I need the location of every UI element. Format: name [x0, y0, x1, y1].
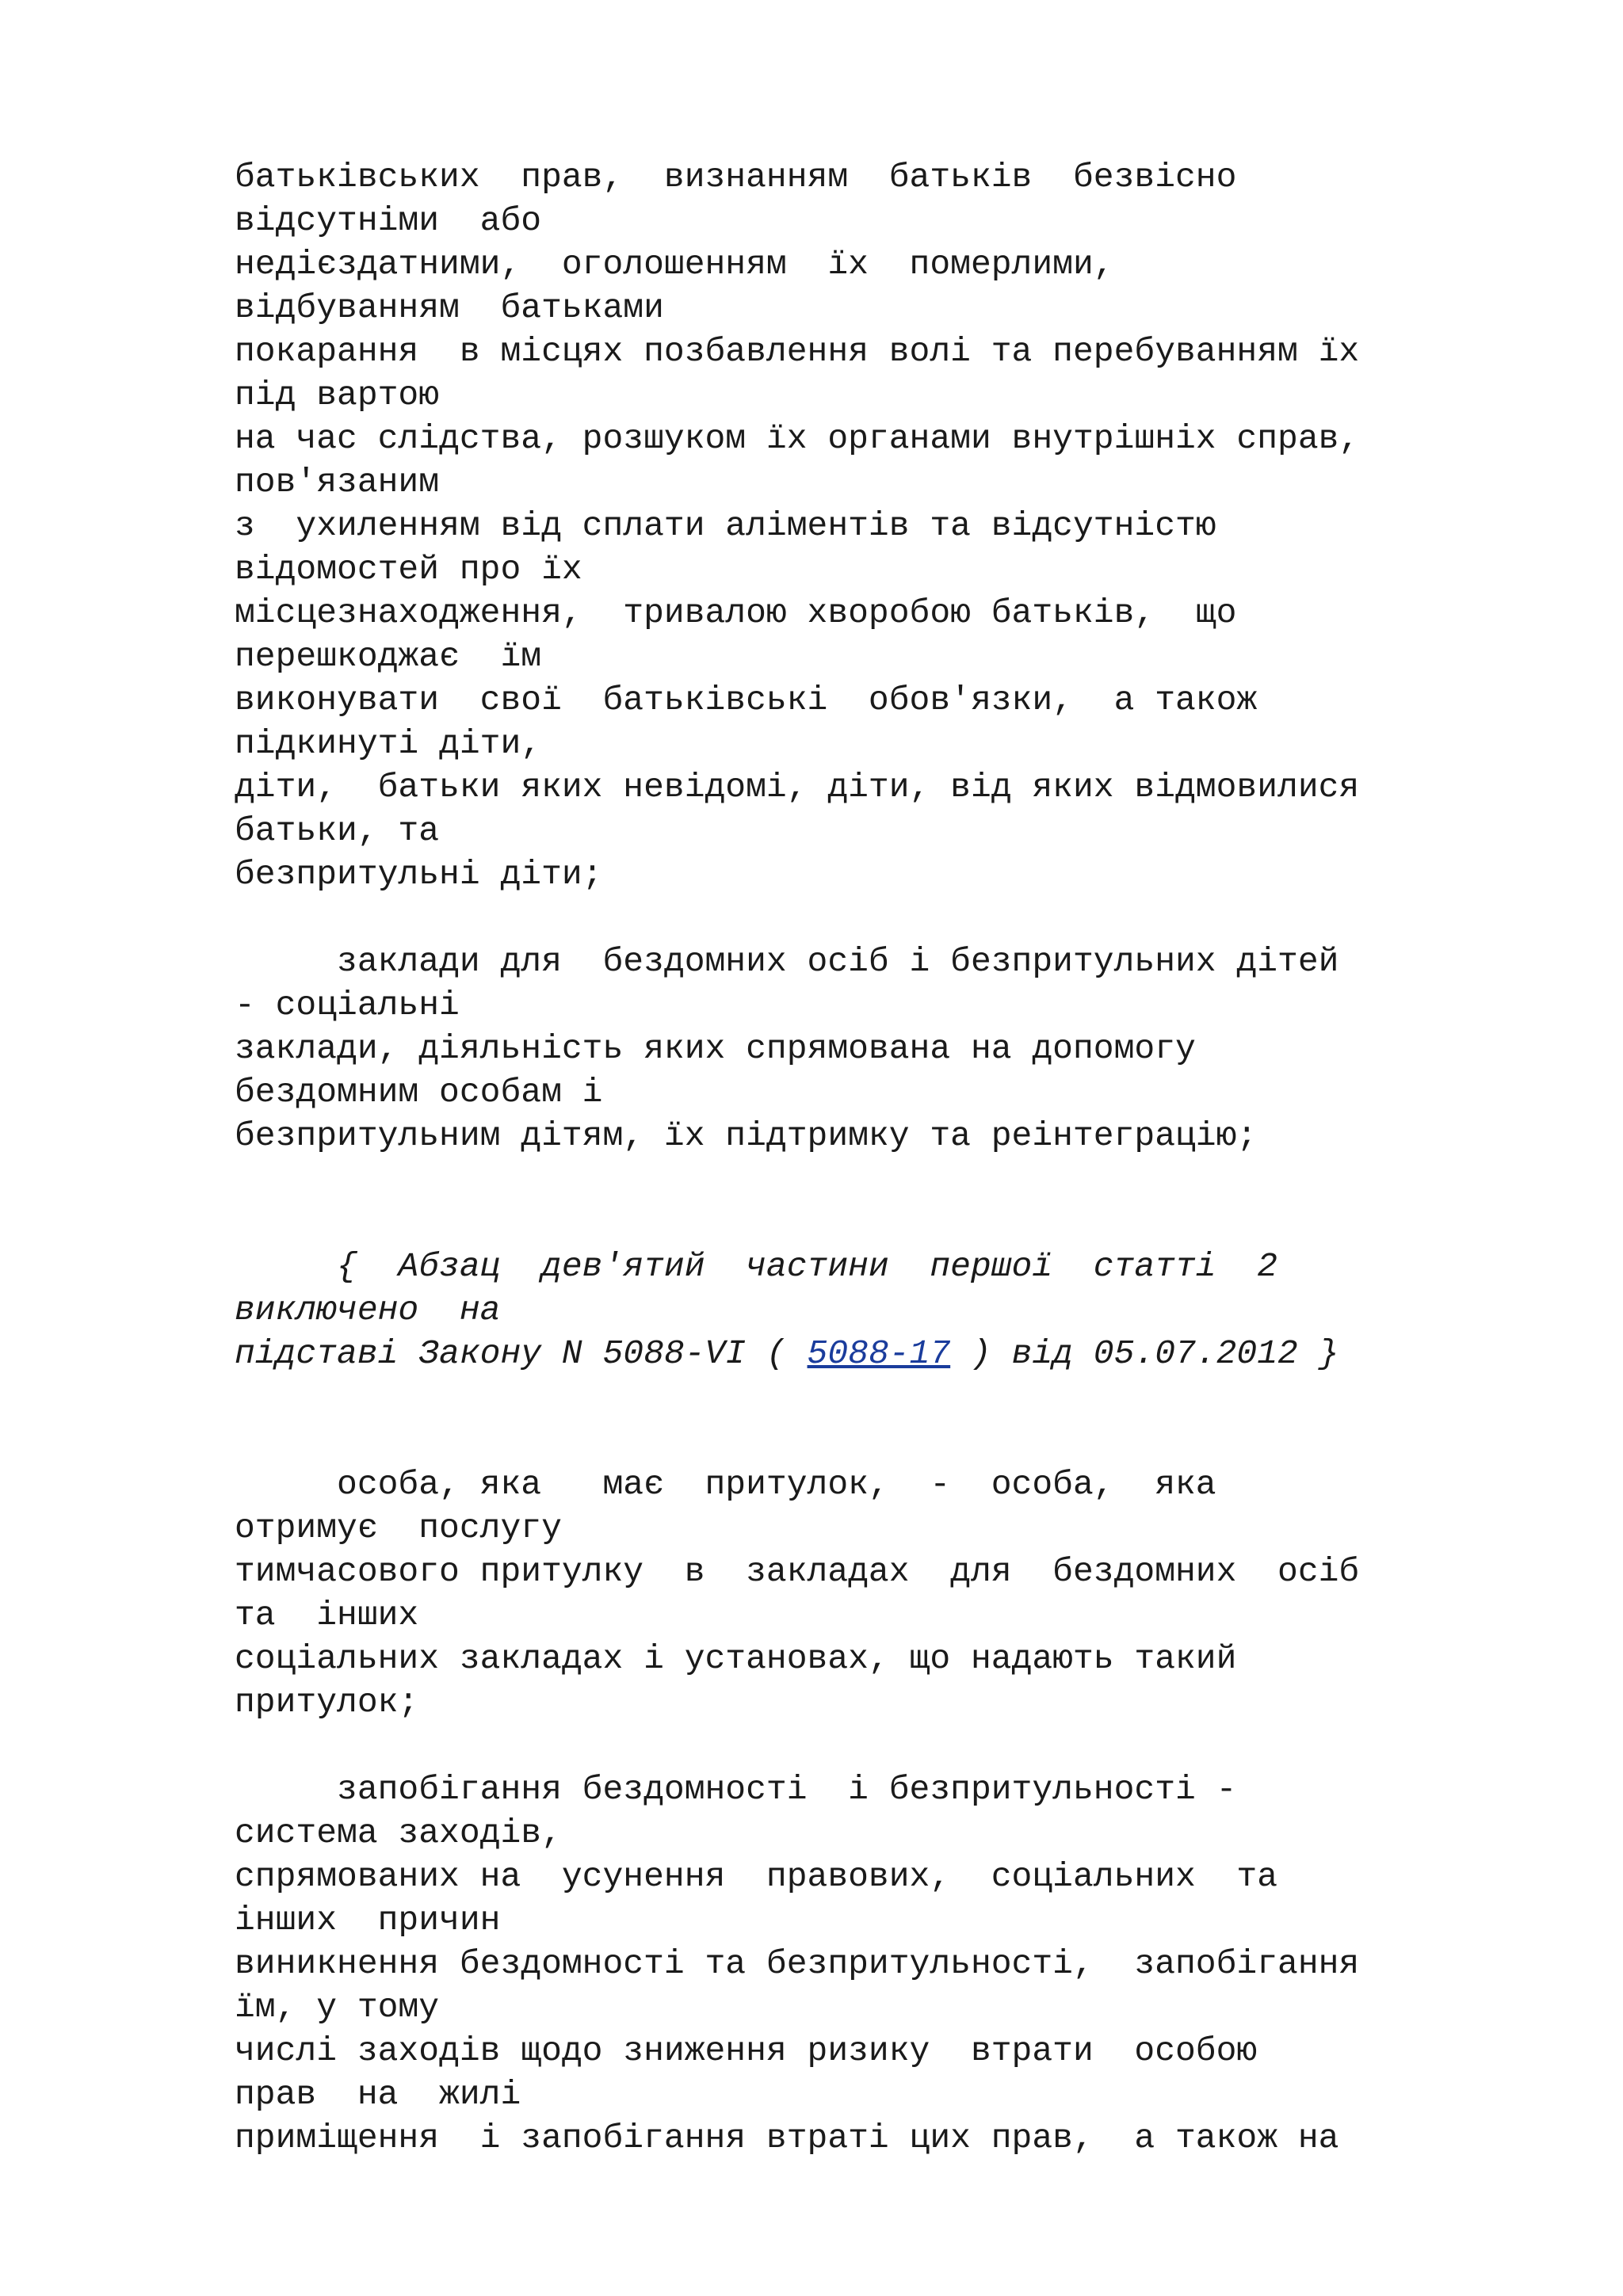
text-line: місцезнаходження, тривалою хворобою батьків, що [235, 593, 1237, 632]
text-line: заклади для бездомних осіб і безпритульних дітей [235, 942, 1339, 981]
paragraph-spacer [235, 1375, 1582, 1463]
text-line: запобігання бездомності і безпритульності - [235, 1770, 1237, 1809]
text-line: з ухиленням від сплати аліментів та відсутністю [235, 506, 1216, 545]
text-line: на час слідства, розшуком їх органами внутрішніх справ, [235, 419, 1360, 458]
text-line: отримує послугу [235, 1508, 562, 1547]
text-line: пов'язаним [235, 463, 440, 502]
text-line: підкинуті діти, [235, 724, 542, 763]
text-line: батьківських прав, визнанням батьків безвісно [235, 158, 1237, 196]
text-line: спрямованих на усунення правових, соціальних та [235, 1857, 1278, 1896]
text-line: їм, у тому [235, 1988, 440, 2027]
note-line: виключено на [235, 1291, 501, 1329]
text-line: особа, яка має притулок, - особа, яка [235, 1465, 1216, 1504]
text-line: відбуванням батьками [235, 288, 664, 327]
text-line: система заходів, [235, 1814, 562, 1852]
paragraph-4 [235, 1768, 1582, 2160]
note-text: підставі Закону N 5088-VI ( [235, 1334, 808, 1373]
text-line: прав на жилі [235, 2075, 521, 2114]
note-line: { Абзац дев'ятий частини першої статті 2 [235, 1247, 1278, 1286]
text-line: числі заходів щодо зниження ризику втрати особою [235, 2031, 1258, 2070]
text-line: діти, батьки яких невідомі, діти, від яких відмовилися [235, 768, 1360, 807]
text-line: відомостей про їх [235, 550, 582, 589]
text-line: приміщення і запобігання втраті цих прав, а також на [235, 2119, 1339, 2157]
text-line: відсутніми або [235, 201, 542, 240]
text-line: виникнення бездомності та безпритульності, запобігання [235, 1944, 1360, 1983]
law-link[interactable]: 5088-17 [807, 1334, 951, 1373]
document-body [235, 155, 1582, 2160]
text-line: безпритульні діти; [235, 855, 603, 894]
note-text: ) від 05.07.2012 } [950, 1334, 1339, 1373]
text-line: безпритульним дітям, їх підтримку та реінтеграцію; [235, 1116, 1258, 1155]
paragraph-2 [235, 940, 1582, 1158]
text-line: - соціальні [235, 986, 460, 1024]
text-line: недієздатними, оголошенням їх померлими, [235, 245, 1114, 284]
note-line-with-link [235, 1332, 1582, 1375]
text-line: заклади, діяльність яких спрямована на допомогу [235, 1029, 1196, 1068]
paragraph-spacer [235, 1158, 1582, 1245]
text-line: перешкоджає їм [235, 637, 542, 676]
text-line: бездомним особам і [235, 1073, 603, 1112]
amendment-note [235, 1245, 1582, 1375]
paragraph-spacer [235, 1724, 1582, 1768]
paragraph-3 [235, 1463, 1582, 1724]
text-line: та інших [235, 1596, 419, 1634]
paragraph-1 [235, 155, 1582, 896]
paragraph-spacer [235, 896, 1582, 940]
text-line: під вартою [235, 376, 440, 414]
text-line: притулок; [235, 1683, 419, 1722]
text-line: інших причин [235, 1901, 501, 1939]
text-line: соціальних закладах і установах, що надають такий [235, 1639, 1237, 1678]
text-line: виконувати свої батьківські обов'язки, а також [235, 681, 1258, 719]
text-line: покарання в місцях позбавлення волі та перебуванням їх [235, 332, 1360, 371]
text-line: тимчасового притулку в закладах для бездомних осіб [235, 1552, 1360, 1591]
text-line: батьки, та [235, 811, 440, 850]
